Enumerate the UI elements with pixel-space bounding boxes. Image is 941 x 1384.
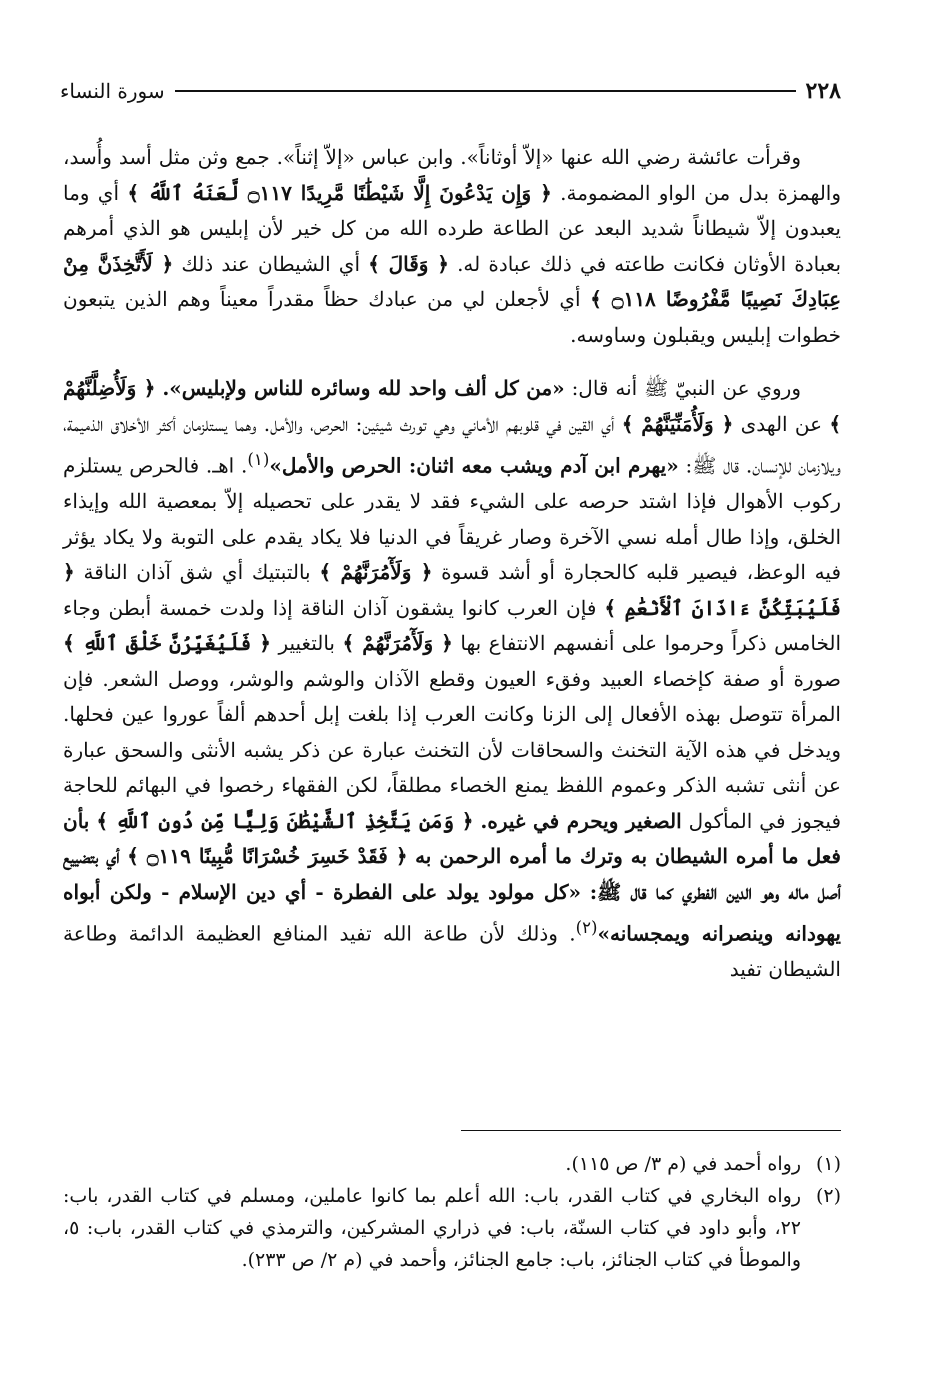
quran-verse: ﴿ فَلَيُبَتِّكُنَّ ءَاذَانَ ٱلْأَنْعَٰمِ ﴾ (63, 560, 842, 620)
footnote-marker: (١) (815, 1153, 841, 1175)
footnote-text: رواه أحمد في (م ٣/ ص ١١٥). (565, 1153, 801, 1175)
text-segment: عن الهدى (740, 411, 823, 436)
text-segment: وقرأت عائشة رضي الله عنها «إلاّ أوثاناً». وابن عباس «إلاّ إثناً». جمع وثن مثل أسد وأُسد، والهمزة بدل من الواو المضمومة. (63, 145, 842, 205)
hadith-quote: «يهرم ابن آدم ويشب معه اثنان: الحرص والأمل» (269, 453, 679, 478)
text-segment: فإن العرب كانوا يشقون آذان الناقة إذا ولدت خمسة أبطن وجاء الخامس ذكراً وحرموا على أنفسهم الانتفاع بها (63, 595, 842, 656)
footnote-1 (63, 1148, 841, 1180)
quran-verse: ﴿ لَأَتَّخِذَنَّ مِنْ عِبَادِكَ نَصِيبًا مَّفْرُوضًا ۝١١٨ ﴾ (63, 251, 842, 311)
paragraph-2 (63, 371, 841, 988)
bold-text: بأن فعل ما أمره الشيطان به وترك ما أمره الرحمن به (63, 808, 841, 869)
quran-verse: ﴿ وَإِن يَدْعُونَ إِلَّا شَيْطَٰنًا مَّرِيدًا ۝١١٧ لَّعَنَهُ ٱللَّهُ ﴾ (127, 180, 552, 205)
text-segment: أي الشيطان عند ذلك (181, 251, 361, 276)
quran-verse: ﴿ وَلَأٓمُرَنَّهُمْ ﴾ (319, 560, 433, 585)
quran-verse: ﴿ وَقَالَ ﴾ (368, 251, 449, 276)
main-text (63, 140, 841, 988)
hadith-quote: «كل مولود يولد على الفطرة - أي دين الإسلام - ولكن أبواه يهودانه وينصرانه ويمجسانه» (63, 879, 842, 946)
quran-verse: ﴿ وَلَأُمَنِّيَنَّهُمْ ﴾ (621, 411, 734, 436)
footnotes (63, 1148, 841, 1276)
text-segment: . وذلك لأن طاعة الله تفيد المنافع العظيمة الدائمة وطاعة الشيطان تفيد (63, 921, 841, 982)
text-segment: بالتبتيك أي شق آذان الناقة (83, 560, 311, 585)
text-segment: أي القين في قلوبهم الأماني وهي تورث شيئين: الحرص، والأمل. وهما يستلزمان أكثر الأخلاق الذميمة، ويلازمان للإنسان. قال ﷺ: (63, 411, 841, 478)
footnote-text: رواه البخاري في كتاب القدر، باب: الله أعلم بما كانوا عاملين، ومسلم في كتاب القدر، باب: ٢٢، وأبو داود في كتاب السنّة، باب: في ذراري المشركين، والترمذي في كتاب القدر، باب: ٥، والموطأ في كتاب الجنائز، باب: جامع الجنائز، وأحمد في (م ٢/ ص ٢٣٣). (63, 1185, 801, 1271)
page-header (60, 76, 841, 106)
bold-text: أي بتضييع أصل ماله وهو الدين الفطري كما قال ﷺ: (63, 844, 841, 904)
text-segment: . اهـ. فالحرص يستلزم ركوب الأهوال فإذا اشتد حرصه على الشيء فقد لا يقدر على تحصيله إلاّ بمعصية الله وإيذاء الخلق، وإذا طال أمله نسي الآخرة وصار غريقاً في الدنيا فلا يكاد يقدم على التوبة ولا يكاد يؤثر فيه الوعظ، فيصير قلبه كالحجارة أو أشد قسوة (63, 453, 842, 585)
header-rule (175, 90, 796, 92)
footnote-separator (461, 1130, 841, 1131)
page-number: ٢٢٨ (805, 78, 841, 104)
quran-verse: ﴿ وَلَأٓمُرَنَّهُمْ ﴾ (342, 631, 453, 656)
footnote-marker: (٢) (815, 1185, 841, 1207)
footnote-ref-1[interactable]: (١) (247, 450, 270, 469)
footnote-2 (63, 1180, 841, 1276)
bold-text: الصغير ويحرم في غيره. (480, 808, 682, 833)
quran-verse: ﴿ فَقَدْ خَسِرَ خُسْرَانًا مُّبِينًا ۝١١٩ ﴾ (127, 844, 408, 869)
surah-title: سورة النساء (60, 79, 165, 103)
text-segment: وروي عن النبيّ ﷺ أنه قال: (571, 376, 802, 400)
quran-verse: ﴿ وَمَن يَتَّخِذِ ٱلشَّيْطَٰنَ وَلِيًّا مِّن دُونِ ٱللَّهِ ﴾ (96, 808, 474, 833)
text-segment: صورة أو صفة كإخصاء العبيد وفقء العيون وقطع الآذان والوشم والوشر، ووصل الشعر. فإن المرأة تتوصل بهذه الأفعال إلى الزنا وكانت العرب إذا بلغت إبل أحدهم ألفاً عوروا عين فحلها. ويدخل في هذه الآية التخنث والسحاقات لأن التخنث عبارة عن ذكر يشبه الأنثى والسحق عبارة عن أنثى تشبه الذكر وعموم اللفظ يمنع الخصاء مطلقاً، لكن الفقهاء رخصوا في البهائم للحاجة فيجوز في المأكول (63, 666, 842, 833)
text-segment: أي وما يعبدون إلاّ شيطاناً شديد البعد عن الطاعة طرده الله من كل خير لأن إبليس هو الذي أمرهم بعبادة الأوثان فكانت طاعته في ذلك عبادة له. (63, 180, 842, 276)
text-segment: أي لأجعلن لي من عبادك حظاً مقدراً معيناً وهم الذين يتبعون خطوات إبليس ويقبلون وساوسه. (63, 287, 841, 347)
quran-verse: ﴿ وَلَأُضِلَّنَّهُمْ ﴾ (63, 376, 842, 436)
hadith-quote: «من كل ألف واحد لله وسائره للناس ولإبليس». (162, 376, 565, 400)
text-segment: بالتغيير (278, 631, 335, 656)
quran-verse: ﴿ فَلَيُغَيِّرُنَّ خَلْقَ ٱللَّهِ ﴾ (63, 631, 271, 656)
footnote-ref-2[interactable]: (٢) (575, 918, 598, 938)
paragraph-1 (63, 140, 841, 353)
